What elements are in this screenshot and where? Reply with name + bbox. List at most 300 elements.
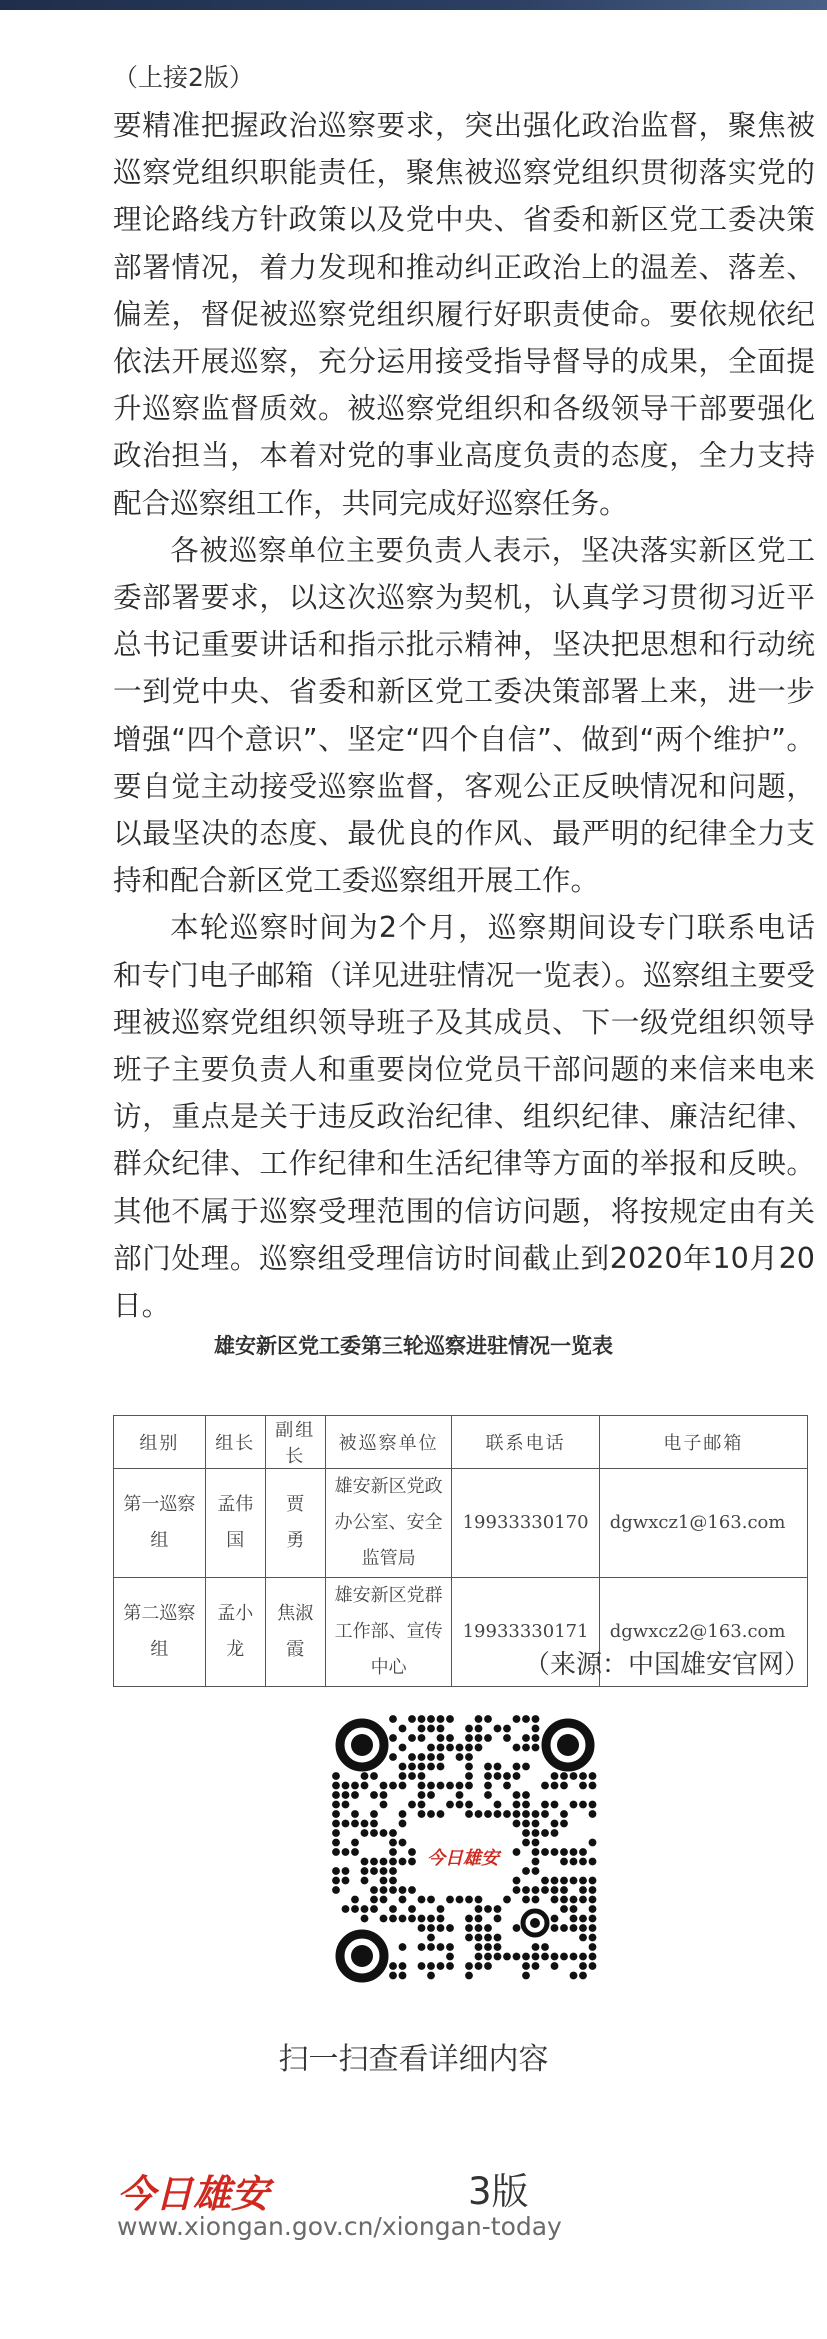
qr-module bbox=[427, 1943, 435, 1951]
qr-module bbox=[484, 1791, 492, 1799]
qr-module bbox=[399, 1763, 407, 1771]
qr-module bbox=[579, 1886, 587, 1894]
qr-module bbox=[589, 1772, 597, 1780]
qr-module bbox=[579, 1924, 587, 1932]
qr-module bbox=[522, 1810, 530, 1818]
qr-module bbox=[427, 1896, 435, 1904]
qr-module bbox=[370, 1791, 378, 1799]
qr-module bbox=[465, 1801, 473, 1809]
qr-module bbox=[465, 1962, 473, 1970]
article-paragraph: 要精准把握政治巡察要求，突出强化政治监督，聚焦被巡察党组织职能责任，聚焦被巡察党组织贯彻落实党的理论路线方针政策以及党中央、省委和新区党工委决策部署情况，着力发现和推动纠正政治上的温差、落差、偏差，督促被巡察党组织履行好职责使命。要依规依纪依法开展巡察，充分运用接受指导督导的成果，全面提升巡察监督质效。被巡察党组织和各级领导干部要强化政治担当，本着对党的事业高度负责的态度，全力支持配合巡察组工作，共同完成好巡察任务。 bbox=[113, 108, 815, 520]
qr-module bbox=[551, 1962, 559, 1970]
qr-module bbox=[570, 1848, 578, 1856]
qr-module bbox=[465, 1896, 473, 1904]
qr-module bbox=[399, 1782, 407, 1790]
qr-module bbox=[579, 1782, 587, 1790]
qr-module bbox=[551, 1782, 559, 1790]
qr-module bbox=[418, 1924, 426, 1932]
qr-module bbox=[446, 1924, 454, 1932]
qr-module bbox=[551, 1915, 559, 1923]
footer-logo: 今日雄安 bbox=[117, 2171, 270, 2216]
qr-module bbox=[541, 1829, 549, 1837]
qr-module bbox=[560, 1886, 568, 1894]
qr-module bbox=[370, 1820, 378, 1828]
qr-module bbox=[465, 1772, 473, 1780]
qr-module bbox=[541, 1801, 549, 1809]
qr-module bbox=[560, 1810, 568, 1818]
qr-module bbox=[380, 1801, 388, 1809]
qr-module bbox=[465, 1744, 473, 1752]
qr-module bbox=[494, 1953, 502, 1961]
qr-module bbox=[351, 1810, 359, 1818]
qr-module bbox=[522, 1896, 530, 1904]
qr-module bbox=[513, 1848, 521, 1856]
qr-module bbox=[513, 1886, 521, 1894]
column-header-group: 组别 bbox=[114, 1416, 206, 1469]
qr-module bbox=[437, 1915, 445, 1923]
qr-module bbox=[522, 1867, 530, 1875]
qr-module bbox=[475, 1953, 483, 1961]
qr-module bbox=[532, 1820, 540, 1828]
qr-module bbox=[389, 1839, 397, 1847]
qr-module bbox=[351, 1848, 359, 1856]
qr-module bbox=[342, 1848, 350, 1856]
qr-module bbox=[446, 1801, 454, 1809]
qr-module bbox=[589, 1877, 597, 1885]
qr-module bbox=[532, 1962, 540, 1970]
qr-module bbox=[351, 1820, 359, 1828]
qr-module bbox=[389, 1915, 397, 1923]
table-row bbox=[114, 1469, 808, 1578]
qr-module bbox=[380, 1877, 388, 1885]
qr-module bbox=[484, 1962, 492, 1970]
qr-module bbox=[418, 1763, 426, 1771]
qr-module bbox=[484, 1905, 492, 1913]
qr-module bbox=[522, 1734, 530, 1742]
qr-module bbox=[494, 1763, 502, 1771]
qr-module bbox=[399, 1820, 407, 1828]
qr-module bbox=[427, 1972, 435, 1980]
qr-module bbox=[465, 1924, 473, 1932]
cell-email: dgwxcz2@163.com bbox=[599, 1578, 807, 1687]
qr-module bbox=[522, 1744, 530, 1752]
qr-module bbox=[570, 1972, 578, 1980]
qr-module bbox=[351, 1839, 359, 1847]
qr-module bbox=[503, 1772, 511, 1780]
qr-module bbox=[551, 1801, 559, 1809]
qr-module bbox=[380, 1782, 388, 1790]
qr-module bbox=[399, 1972, 407, 1980]
qr-module bbox=[522, 1972, 530, 1980]
qr-module bbox=[532, 1896, 540, 1904]
qr-module bbox=[503, 1734, 511, 1742]
qr-module bbox=[589, 1801, 597, 1809]
qr-module bbox=[532, 1943, 540, 1951]
qr-module bbox=[465, 1972, 473, 1980]
qr-module bbox=[399, 1943, 407, 1951]
qr-module bbox=[465, 1734, 473, 1742]
qr-module bbox=[437, 1962, 445, 1970]
column-header-leader: 组长 bbox=[205, 1416, 265, 1469]
qr-module bbox=[484, 1763, 492, 1771]
qr-module bbox=[522, 1791, 530, 1799]
qr-module bbox=[389, 1734, 397, 1742]
qr-module bbox=[570, 1858, 578, 1866]
source-credit: （来源：中国雄安官网） bbox=[523, 1650, 810, 1680]
qr-module bbox=[494, 1905, 502, 1913]
qr-module bbox=[589, 1886, 597, 1894]
qr-module bbox=[427, 1753, 435, 1761]
qr-module bbox=[522, 1829, 530, 1837]
qr-module bbox=[522, 1953, 530, 1961]
qr-module bbox=[560, 1858, 568, 1866]
qr-module bbox=[551, 1820, 559, 1828]
qr-module bbox=[446, 1962, 454, 1970]
qr-module bbox=[399, 1915, 407, 1923]
qr-module bbox=[570, 1801, 578, 1809]
qr-module bbox=[484, 1924, 492, 1932]
qr-module bbox=[408, 1905, 416, 1913]
qr-module bbox=[456, 1753, 464, 1761]
qr-module bbox=[484, 1953, 492, 1961]
footer-url-link[interactable]: www.xiongan.gov.cn/xiongan-today bbox=[117, 2212, 562, 2241]
qr-module bbox=[475, 1924, 483, 1932]
qr-module bbox=[456, 1801, 464, 1809]
qr-module bbox=[351, 1782, 359, 1790]
qr-module bbox=[408, 1753, 416, 1761]
qr-module bbox=[551, 1886, 559, 1894]
qr-module bbox=[370, 1810, 378, 1818]
qr-module bbox=[513, 1953, 521, 1961]
qr-module bbox=[570, 1915, 578, 1923]
qr-module bbox=[484, 1772, 492, 1780]
qr-module bbox=[342, 1877, 350, 1885]
qr-module bbox=[361, 1905, 369, 1913]
column-header-email: 电子邮箱 bbox=[599, 1416, 807, 1469]
qr-module bbox=[551, 1772, 559, 1780]
qr-module bbox=[465, 1934, 473, 1942]
qr-module bbox=[332, 1848, 340, 1856]
qr-module bbox=[570, 1905, 578, 1913]
qr-module bbox=[389, 1877, 397, 1885]
qr-module bbox=[465, 1915, 473, 1923]
qr-module bbox=[484, 1810, 492, 1818]
qr-module bbox=[513, 1924, 521, 1932]
qr-module bbox=[475, 1896, 483, 1904]
qr-module bbox=[465, 1810, 473, 1818]
qr-module bbox=[532, 1858, 540, 1866]
qr-module bbox=[380, 1829, 388, 1837]
qr-module bbox=[532, 1734, 540, 1742]
qr-module bbox=[532, 1953, 540, 1961]
qr-module bbox=[389, 1715, 397, 1723]
qr-module bbox=[551, 1829, 559, 1837]
qr-module bbox=[589, 1810, 597, 1818]
article-paragraph: 本轮巡察时间为2个月，巡察期间设专门联系电话和专门电子邮箱（详见进驻情况一览表）。巡察组主要受理被巡察党组织领导班子及其成员、下一级党组织领导班子主要负责人和重要岗位党员干部问题的来信来电来访，重点是关于违反政治纪律、组织纪律、廉洁纪律、群众纪律、工作纪律和生活纪律等方面的举报和反映。其他不属于巡察受理范围的信访问题，将按规定由有关部门处理。巡察组受理信访时间截止到2020年10月20日。 bbox=[113, 910, 815, 1323]
qr-module bbox=[522, 1962, 530, 1970]
qr-module bbox=[446, 1715, 454, 1723]
qr-module bbox=[408, 1886, 416, 1894]
qr-module bbox=[446, 1896, 454, 1904]
qr-module bbox=[532, 1715, 540, 1723]
cell-email: dgwxcz1@163.com bbox=[599, 1469, 807, 1578]
qr-module bbox=[475, 1810, 483, 1818]
qr-module bbox=[456, 1782, 464, 1790]
qr-module bbox=[437, 1924, 445, 1932]
qr-module bbox=[532, 1848, 540, 1856]
qr-module bbox=[418, 1725, 426, 1733]
qr-module bbox=[484, 1782, 492, 1790]
qr-module bbox=[589, 1934, 597, 1942]
qr-module bbox=[579, 1896, 587, 1904]
qr-module bbox=[418, 1734, 426, 1742]
qr-module bbox=[589, 1858, 597, 1866]
qr-module bbox=[532, 1839, 540, 1847]
qr-module bbox=[332, 1810, 340, 1818]
qr-module bbox=[427, 1725, 435, 1733]
qr-module bbox=[437, 1782, 445, 1790]
column-header-phone: 联系电话 bbox=[452, 1416, 599, 1469]
qr-module bbox=[475, 1715, 483, 1723]
cell-group: 第二巡察组 bbox=[114, 1578, 206, 1687]
qr-module bbox=[579, 1915, 587, 1923]
qr-module bbox=[342, 1801, 350, 1809]
qr-module bbox=[475, 1725, 483, 1733]
qr-module bbox=[513, 1810, 521, 1818]
qr-module bbox=[522, 1715, 530, 1723]
qr-module bbox=[475, 1934, 483, 1942]
qr-module bbox=[408, 1915, 416, 1923]
qr-module bbox=[351, 1896, 359, 1904]
qr-module bbox=[560, 1820, 568, 1828]
qr-module bbox=[437, 1905, 445, 1913]
qr-module bbox=[579, 1801, 587, 1809]
qr-module bbox=[418, 1772, 426, 1780]
qr-module bbox=[408, 1858, 416, 1866]
qr-module bbox=[332, 1867, 340, 1875]
qr-module bbox=[579, 1972, 587, 1980]
qr-module bbox=[503, 1896, 511, 1904]
qr-module bbox=[408, 1772, 416, 1780]
qr-module bbox=[427, 1715, 435, 1723]
qr-module bbox=[427, 1763, 435, 1771]
qr-module bbox=[513, 1820, 521, 1828]
qr-module bbox=[560, 1905, 568, 1913]
cell-unit: 雄安新区党政办公室、安全监管局 bbox=[325, 1469, 452, 1578]
qr-module bbox=[342, 1820, 350, 1828]
qr-module bbox=[513, 1763, 521, 1771]
qr-module bbox=[389, 1962, 397, 1970]
qr-module bbox=[437, 1715, 445, 1723]
qr-module bbox=[332, 1886, 340, 1894]
qr-module bbox=[570, 1772, 578, 1780]
qr-module bbox=[541, 1877, 549, 1885]
qr-module bbox=[503, 1782, 511, 1790]
qr-module bbox=[579, 1953, 587, 1961]
qr-module bbox=[399, 1896, 407, 1904]
qr-module bbox=[589, 1943, 597, 1951]
qr-module bbox=[551, 1924, 559, 1932]
qr-module bbox=[570, 1896, 578, 1904]
qr-module bbox=[541, 1886, 549, 1894]
qr-module bbox=[551, 1848, 559, 1856]
qr-module bbox=[456, 1791, 464, 1799]
qr-module bbox=[551, 1953, 559, 1961]
qr-module bbox=[332, 1791, 340, 1799]
qr-module bbox=[389, 1753, 397, 1761]
qr-module bbox=[332, 1782, 340, 1790]
qr-module bbox=[513, 1801, 521, 1809]
qr-module bbox=[589, 1924, 597, 1932]
qr-module bbox=[475, 1962, 483, 1970]
qr-module bbox=[589, 1896, 597, 1904]
qr-module bbox=[513, 1715, 521, 1723]
qr-module bbox=[456, 1744, 464, 1752]
cell-phone: 19933330170 bbox=[452, 1469, 599, 1578]
qr-module bbox=[399, 1962, 407, 1970]
qr-module bbox=[361, 1915, 369, 1923]
cell-group: 第一巡察组 bbox=[114, 1469, 206, 1578]
qr-module bbox=[408, 1734, 416, 1742]
cell-leader: 孟伟国 bbox=[205, 1469, 265, 1578]
qr-module bbox=[361, 1877, 369, 1885]
qr-module bbox=[437, 1753, 445, 1761]
qr-module bbox=[342, 1867, 350, 1875]
column-header-deputy: 副组长 bbox=[265, 1416, 325, 1469]
qr-module bbox=[503, 1953, 511, 1961]
qr-module bbox=[494, 1810, 502, 1818]
qr-module bbox=[503, 1810, 511, 1818]
qr-module bbox=[456, 1896, 464, 1904]
qr-module bbox=[560, 1848, 568, 1856]
qr-module bbox=[418, 1791, 426, 1799]
qr-module bbox=[560, 1772, 568, 1780]
qr-module bbox=[418, 1801, 426, 1809]
qr-module bbox=[427, 1810, 435, 1818]
qr-module bbox=[380, 1867, 388, 1875]
qr-module bbox=[427, 1962, 435, 1970]
qr-module bbox=[446, 1782, 454, 1790]
cell-leader: 孟小龙 bbox=[205, 1578, 265, 1687]
qr-module bbox=[532, 1867, 540, 1875]
continued-from-label: （上接2版） bbox=[113, 63, 254, 92]
qr-module bbox=[332, 1877, 340, 1885]
qr-module bbox=[484, 1934, 492, 1942]
qr-module bbox=[551, 1896, 559, 1904]
cell-deputy: 焦淑霞 bbox=[265, 1578, 325, 1687]
qr-module bbox=[418, 1915, 426, 1923]
qr-module bbox=[513, 1877, 521, 1885]
qr-module bbox=[399, 1744, 407, 1752]
qr-module bbox=[389, 1848, 397, 1856]
qr-module bbox=[589, 1953, 597, 1961]
qr-module bbox=[484, 1734, 492, 1742]
qr-module bbox=[370, 1896, 378, 1904]
qr-module bbox=[418, 1896, 426, 1904]
qr-module bbox=[437, 1810, 445, 1818]
qr-module bbox=[465, 1725, 473, 1733]
qr-module bbox=[522, 1839, 530, 1847]
qr-module bbox=[579, 1934, 587, 1942]
qr-module bbox=[370, 1886, 378, 1894]
qr-module bbox=[579, 1772, 587, 1780]
qr-module bbox=[532, 1744, 540, 1752]
qr-module bbox=[342, 1782, 350, 1790]
qr-module bbox=[399, 1858, 407, 1866]
qr-module bbox=[370, 1772, 378, 1780]
qr-module bbox=[408, 1715, 416, 1723]
qr-module bbox=[418, 1782, 426, 1790]
qr-module bbox=[522, 1801, 530, 1809]
qr-module bbox=[494, 1772, 502, 1780]
qr-module bbox=[541, 1848, 549, 1856]
qr-module bbox=[361, 1782, 369, 1790]
qr-module bbox=[389, 1905, 397, 1913]
qr-module bbox=[361, 1829, 369, 1837]
qr-module bbox=[513, 1791, 521, 1799]
qr-module bbox=[541, 1943, 549, 1951]
qr-module bbox=[494, 1915, 502, 1923]
qr-module bbox=[361, 1858, 369, 1866]
article-body bbox=[113, 102, 815, 1329]
qr-module bbox=[370, 1905, 378, 1913]
qr-module bbox=[522, 1820, 530, 1828]
qr-module bbox=[342, 1905, 350, 1913]
qr-module bbox=[484, 1943, 492, 1951]
qr-module bbox=[342, 1791, 350, 1799]
qr-module bbox=[532, 1829, 540, 1837]
qr-module bbox=[560, 1924, 568, 1932]
qr-module bbox=[465, 1763, 473, 1771]
qr-module bbox=[399, 1772, 407, 1780]
qr-module bbox=[399, 1725, 407, 1733]
cell-unit: 雄安新区党群工作部、宣传中心 bbox=[325, 1578, 452, 1687]
qr-module bbox=[418, 1753, 426, 1761]
qr-module bbox=[465, 1782, 473, 1790]
qr-center-logo: 今日雄安 bbox=[425, 1829, 501, 1885]
qr-module bbox=[522, 1886, 530, 1894]
qr-module bbox=[560, 1953, 568, 1961]
qr-module bbox=[380, 1915, 388, 1923]
qr-module bbox=[332, 1772, 340, 1780]
qr-module bbox=[541, 1953, 549, 1961]
qr-module bbox=[437, 1943, 445, 1951]
qr-module bbox=[427, 1782, 435, 1790]
qr-module bbox=[560, 1896, 568, 1904]
qr-module bbox=[418, 1943, 426, 1951]
qr-module bbox=[361, 1772, 369, 1780]
qr-module bbox=[579, 1848, 587, 1856]
qr-module bbox=[475, 1905, 483, 1913]
qr-module bbox=[513, 1772, 521, 1780]
qr-module bbox=[579, 1858, 587, 1866]
qr-module bbox=[361, 1820, 369, 1828]
qr-module bbox=[541, 1810, 549, 1818]
qr-module bbox=[446, 1953, 454, 1961]
top-banner-bar bbox=[0, 0, 827, 10]
qr-module bbox=[532, 1810, 540, 1818]
qr-module bbox=[589, 1962, 597, 1970]
table-title: 雄安新区党工委第三轮巡察进驻情况一览表 bbox=[214, 1334, 613, 1358]
qr-module bbox=[437, 1725, 445, 1733]
qr-module bbox=[475, 1943, 483, 1951]
qr-module bbox=[560, 1782, 568, 1790]
qr-module bbox=[389, 1858, 397, 1866]
qr-module bbox=[399, 1886, 407, 1894]
qr-module bbox=[589, 1839, 597, 1847]
page-number: 3版 bbox=[468, 2170, 529, 2213]
qr-module bbox=[446, 1744, 454, 1752]
